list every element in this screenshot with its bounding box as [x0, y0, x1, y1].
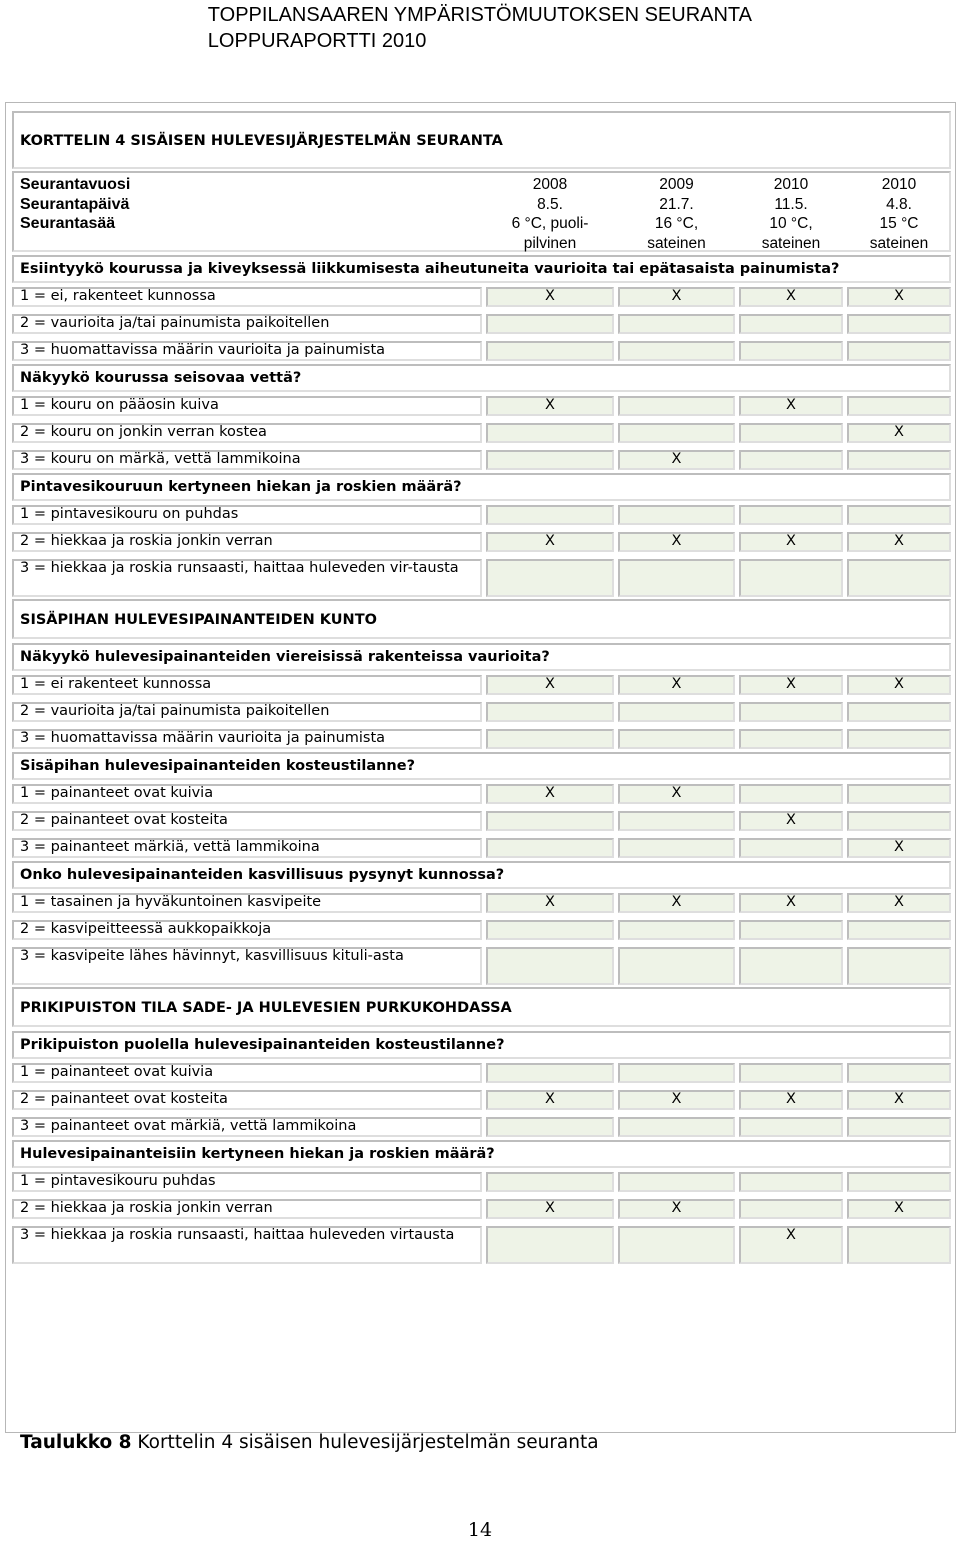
- mark-x: X: [545, 288, 555, 304]
- mark-cell: [847, 450, 951, 470]
- mark-x: X: [545, 894, 555, 910]
- mark-cell: [847, 314, 951, 334]
- column-header-line: sateinen: [647, 234, 706, 252]
- mark-x: X: [894, 533, 904, 549]
- column-header-line: sateinen: [869, 234, 929, 252]
- mark-x: X: [545, 1200, 555, 1216]
- table-title: KORTTELIN 4 SISÄISEN HULEVESIJÄRJESTELMÄN SEURANTA: [20, 133, 503, 149]
- option-text: 1 = ei rakenteet kunnossa: [20, 676, 212, 692]
- mark-cell: [739, 784, 843, 804]
- question-text: Esiintyykö kourussa ja kiveyksessä liikkumisesta aiheutuneita vaurioita tai epätasaista painumista?: [20, 261, 840, 277]
- mark-x: X: [786, 533, 796, 549]
- mark-cell: [847, 729, 951, 749]
- mark-x: X: [545, 1091, 555, 1107]
- mark-cell: [739, 1117, 843, 1137]
- option-text: 1 = painanteet ovat kuivia: [20, 785, 214, 801]
- mark-cell: [486, 1226, 614, 1264]
- mark-cell: [847, 559, 951, 597]
- mark-x: X: [894, 288, 904, 304]
- option-text: 2 = hiekkaa ja roskia jonkin verran: [20, 1200, 273, 1216]
- mark-cell: [739, 341, 843, 361]
- mark-cell: [618, 729, 735, 749]
- column-header-line: 6 °C, puoli-: [511, 215, 589, 232]
- caption-label: Taulukko 8: [20, 1432, 132, 1453]
- mark-cell: [618, 396, 735, 416]
- option-text: 2 = vaurioita ja/tai painumista paikoitellen: [20, 703, 330, 719]
- mark-x: X: [671, 785, 682, 801]
- meta-label: Seurantasää: [20, 215, 116, 232]
- mark-x: X: [671, 676, 682, 692]
- page-number: 14: [467, 1519, 493, 1541]
- question-text: Pintavesikouruun kertyneen hiekan ja roskien määrä?: [20, 479, 462, 495]
- mark-x: X: [894, 1200, 904, 1216]
- mark-cell: [618, 314, 735, 334]
- mark-cell: [847, 811, 951, 831]
- column-header-line: sateinen: [761, 234, 821, 252]
- mark-cell: [618, 1226, 735, 1264]
- mark-x: X: [545, 533, 555, 549]
- option-text: 2 = kasvipeitteessä aukkopaikkoja: [20, 921, 272, 937]
- mark-x: X: [894, 1091, 904, 1107]
- mark-cell: [847, 341, 951, 361]
- option-text: 2 = kouru on jonkin verran kostea: [20, 424, 267, 440]
- mark-cell: [486, 838, 614, 858]
- mark-cell: [847, 1172, 951, 1192]
- column-header-line: 11.5.: [774, 195, 808, 213]
- mark-cell: [486, 1117, 614, 1137]
- question-text: Näkyykö hulevesipainanteiden viereisissä rakenteissa vaurioita?: [20, 649, 550, 665]
- mark-cell: [847, 396, 951, 416]
- mark-cell: [847, 505, 951, 525]
- option-text: 1 = pintavesikouru on puhdas: [20, 506, 239, 522]
- mark-cell: [618, 423, 735, 443]
- mark-cell: [618, 1063, 735, 1083]
- column-header-line: 2010: [773, 176, 809, 193]
- caption-text: Korttelin 4 sisäisen hulevesijärjestelmän seuranta: [131, 1432, 599, 1453]
- header-line-2: LOPPURAPORTTI 2010: [207, 30, 427, 52]
- mark-cell: [618, 920, 735, 940]
- option-text: 1 = pintavesikouru puhdas: [20, 1173, 216, 1189]
- mark-cell: [847, 702, 951, 722]
- mark-cell: [618, 702, 735, 722]
- mark-cell: [739, 1172, 843, 1192]
- mark-cell: [618, 838, 735, 858]
- mark-cell: [739, 838, 843, 858]
- mark-x: X: [545, 397, 555, 413]
- column-header-line: 15 °C: [879, 215, 919, 232]
- mark-cell: [618, 505, 735, 525]
- mark-x: X: [671, 1091, 682, 1107]
- mark-cell: [618, 559, 735, 597]
- option-text: 3 = hiekkaa ja roskia runsaasti, haittaa huleveden virtausta: [20, 1227, 455, 1243]
- table-caption: [20, 1432, 599, 1454]
- column-header-line: 16 °C,: [654, 215, 699, 232]
- question-text: Onko hulevesipainanteiden kasvillisuus pysynyt kunnossa?: [20, 867, 505, 883]
- mark-x: X: [894, 424, 904, 440]
- mark-x: X: [786, 812, 796, 828]
- mark-cell: [847, 1117, 951, 1137]
- mark-cell: [618, 1117, 735, 1137]
- meta-label: Seurantapäivä: [20, 195, 130, 213]
- mark-cell: [486, 341, 614, 361]
- mark-x: X: [671, 288, 682, 304]
- section-heading: PRIKIPUISTON TILA SADE- JA HULEVESIEN PURKUKOHDASSA: [20, 1000, 512, 1016]
- option-text: 2 = vaurioita ja/tai painumista paikoitellen: [20, 315, 330, 331]
- option-text: 1 = ei, rakenteet kunnossa: [20, 288, 216, 304]
- mark-x: X: [894, 894, 904, 910]
- column-header-line: 2009: [659, 176, 694, 193]
- running-header: [208, 2, 752, 54]
- mark-cell: [847, 947, 951, 985]
- mark-cell: [486, 947, 614, 985]
- question-text: Sisäpihan hulevesipainanteiden kosteustilanne?: [20, 758, 415, 774]
- mark-cell: [486, 702, 614, 722]
- mark-x: X: [545, 676, 555, 692]
- mark-cell: [739, 1199, 843, 1219]
- option-text: 3 = painanteet märkiä, vettä lammikoina: [20, 839, 320, 855]
- mark-x: X: [545, 785, 555, 801]
- mark-cell: [739, 559, 843, 597]
- mark-cell: [486, 1172, 614, 1192]
- column-header-line: 2008: [532, 176, 568, 193]
- mark-cell: [486, 729, 614, 749]
- mark-cell: [739, 920, 843, 940]
- column-header-line: pilvinen: [523, 234, 577, 252]
- option-text: 3 = hiekkaa ja roskia runsaasti, haittaa huleveden vir-tausta: [20, 560, 459, 576]
- mark-cell: [486, 1063, 614, 1083]
- header-line-1: TOPPILANSAAREN YMPÄRISTÖMUUTOKSEN SEURANTA: [207, 4, 752, 26]
- option-text: 1 = painanteet ovat kuivia: [20, 1064, 214, 1080]
- mark-cell: [847, 784, 951, 804]
- mark-cell: [739, 702, 843, 722]
- mark-x: X: [894, 839, 904, 855]
- mark-cell: [739, 1063, 843, 1083]
- mark-cell: [739, 450, 843, 470]
- column-header-line: 21.7.: [659, 195, 694, 213]
- option-text: 3 = huomattavissa määrin vaurioita ja painumista: [20, 730, 386, 746]
- mark-x: X: [671, 1200, 682, 1216]
- mark-x: X: [671, 894, 682, 910]
- mark-cell: [486, 920, 614, 940]
- mark-cell: [486, 559, 614, 597]
- mark-x: X: [786, 894, 796, 910]
- mark-x: X: [786, 1091, 796, 1107]
- option-text: 3 = kasvipeite lähes hävinnyt, kasvillisuus kituli-asta: [20, 948, 404, 964]
- mark-cell: [486, 450, 614, 470]
- mark-cell: [739, 729, 843, 749]
- mark-cell: [847, 920, 951, 940]
- option-text: 1 = tasainen ja hyväkuntoinen kasvipeite: [20, 894, 322, 910]
- mark-cell: [618, 341, 735, 361]
- meta-label: Seurantavuosi: [20, 176, 131, 193]
- option-text: 2 = hiekkaa ja roskia jonkin verran: [20, 533, 273, 549]
- option-text: 3 = kouru on märkä, vettä lammikoina: [20, 451, 301, 467]
- section-heading: SISÄPIHAN HULEVESIPAINANTEIDEN KUNTO: [20, 612, 377, 628]
- mark-cell: [486, 314, 614, 334]
- mark-cell: [618, 1172, 735, 1192]
- mark-x: X: [786, 1227, 796, 1243]
- mark-cell: [618, 947, 735, 985]
- mark-x: X: [786, 397, 796, 413]
- mark-cell: [486, 505, 614, 525]
- mark-cell: [739, 947, 843, 985]
- column-header-line: 2010: [881, 176, 917, 193]
- option-text: 3 = painanteet ovat märkiä, vettä lammikoina: [20, 1118, 357, 1134]
- mark-cell: [486, 811, 614, 831]
- mark-x: X: [894, 676, 904, 692]
- mark-x: X: [671, 451, 682, 467]
- mark-x: X: [786, 676, 796, 692]
- option-text: 3 = huomattavissa määrin vaurioita ja painumista: [20, 342, 386, 358]
- option-text: 1 = kouru on pääosin kuiva: [20, 397, 219, 413]
- mark-cell: [847, 1226, 951, 1264]
- question-text: Näkyykö kourussa seisovaa vettä?: [20, 370, 302, 386]
- mark-cell: [486, 423, 614, 443]
- column-header-line: 4.8.: [886, 195, 912, 213]
- mark-cell: [618, 811, 735, 831]
- question-text: Hulevesipainanteisiin kertyneen hiekan ja roskien määrä?: [20, 1146, 495, 1162]
- mark-cell: [847, 1063, 951, 1083]
- mark-cell: [739, 314, 843, 334]
- option-text: 2 = painanteet ovat kosteita: [20, 1091, 228, 1107]
- mark-cell: [739, 505, 843, 525]
- question-text: Prikipuiston puolella hulevesipainanteiden kosteustilanne?: [20, 1037, 505, 1053]
- column-header-line: 10 °C,: [769, 215, 813, 232]
- mark-cell: [739, 423, 843, 443]
- mark-x: X: [786, 288, 796, 304]
- mark-x: X: [671, 533, 682, 549]
- option-text: 2 = painanteet ovat kosteita: [20, 812, 228, 828]
- column-header-line: 8.5.: [537, 195, 563, 213]
